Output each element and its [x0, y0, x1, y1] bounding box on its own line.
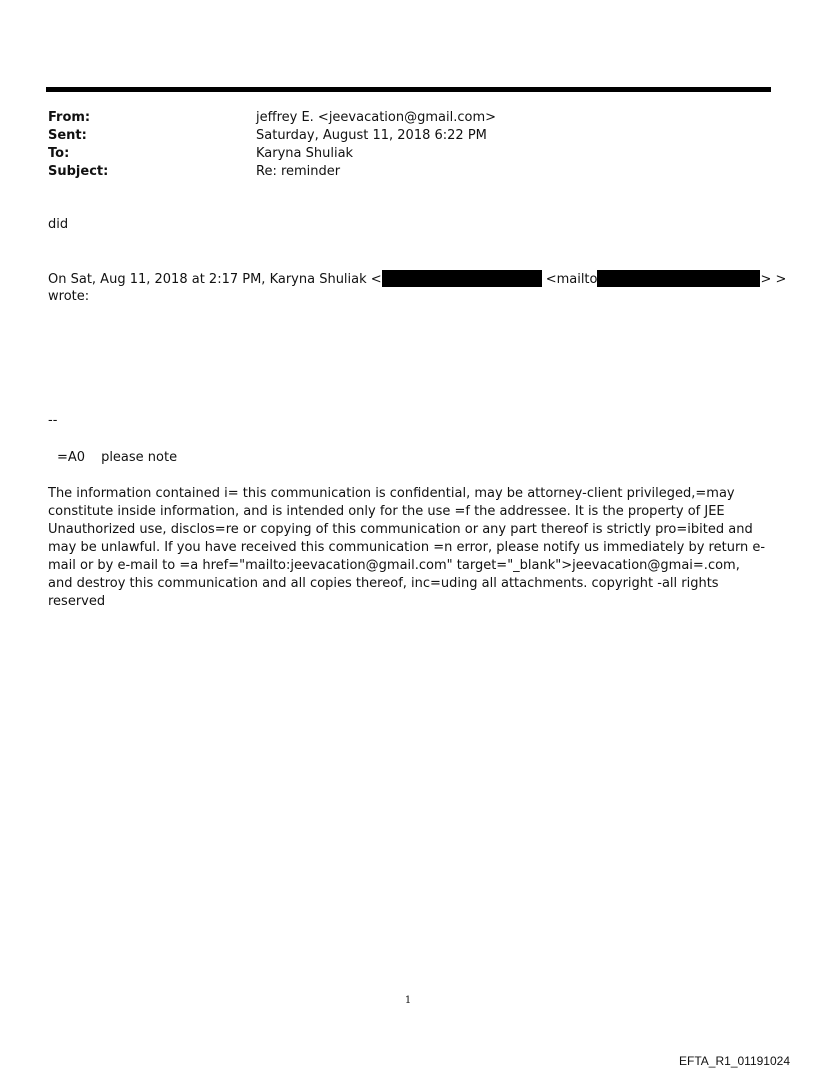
quote-intro-line: [48, 270, 786, 289]
email-header: [48, 109, 496, 181]
note-line: [57, 449, 177, 467]
sent-value: Saturday, August 11, 2018 6:22 PM: [256, 128, 487, 143]
subject-label: Subject:: [48, 164, 109, 179]
sent-label: Sent:: [48, 128, 87, 143]
subject-row: [48, 163, 496, 181]
note-prefix: =A0: [57, 450, 86, 465]
quote-mailto: <mailto: [545, 272, 598, 287]
reply-text: did: [48, 217, 69, 232]
subject-value: Re: reminder: [256, 164, 341, 179]
signature-separator: --: [48, 413, 58, 428]
document-id: EFTA_R1_01191024: [679, 1054, 790, 1068]
quote-end: > >: [760, 272, 787, 287]
sent-row: [48, 127, 496, 145]
header-rule: [46, 87, 771, 92]
redaction-box: [597, 270, 760, 287]
page-number: 1: [404, 995, 412, 1006]
confidentiality-disclaimer: The information contained i= this communication is confidential, may be attorney-client privileged,=may constitute inside information, and is intended only for the use =f the addressee. It is the property of JEE Unauthorized use, disclos=re or copying of this communication or any part thereof is strictly pro=ibited and may be unlawful. If you have received this communication =n error, please notify us immediately by return e-mail or by e-mail to =a href="mailto:jeevacation@gmail.com" target="_blank">jeevacation@gmai=.com, and destroy this communication and all copies thereof, inc=uding all attachments. copyright -all rights reserved: [48, 486, 766, 609]
quote-wrote: wrote:: [48, 289, 90, 304]
quote-intro: On Sat, Aug 11, 2018 at 2:17 PM, Karyna Shuliak <: [48, 272, 382, 287]
from-value: jeffrey E. <jeevacation@gmail.com>: [256, 110, 496, 125]
to-row: [48, 145, 496, 163]
to-value: Karyna Shuliak: [256, 146, 354, 161]
from-row: [48, 109, 496, 127]
from-label: From:: [48, 110, 91, 125]
note-text: please note: [101, 450, 178, 465]
redaction-box: [382, 270, 542, 287]
to-label: To:: [48, 146, 70, 161]
